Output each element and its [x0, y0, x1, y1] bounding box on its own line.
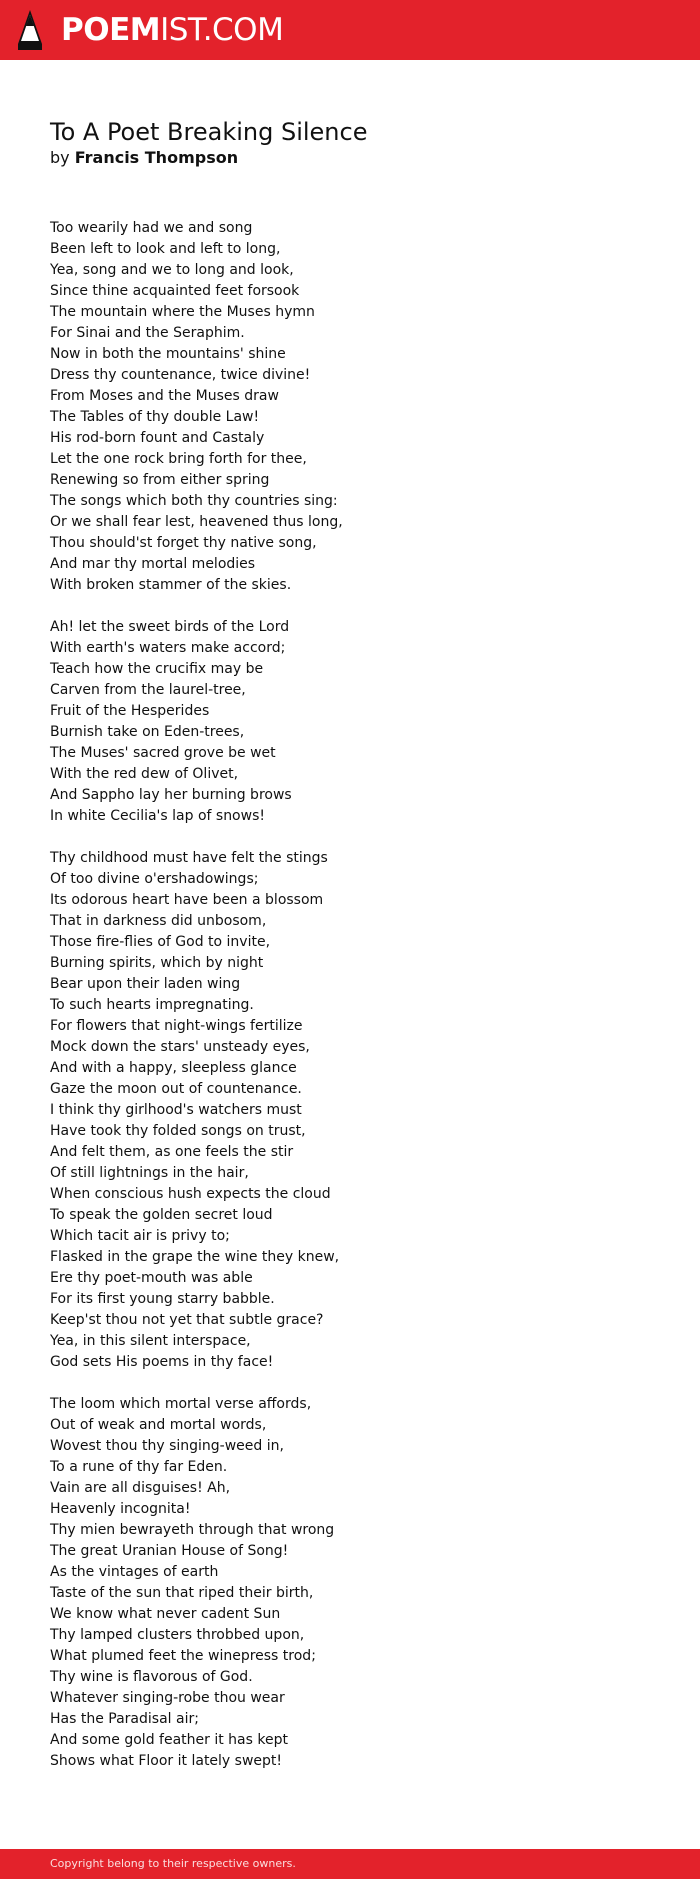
poem-line: Or we shall fear lest, heavened thus long, [50, 514, 343, 530]
poem-line: Yea, song and we to long and look, [50, 262, 294, 278]
poem-line: The great Uranian House of Song! [50, 1543, 289, 1559]
poem-line: Burning spirits, which by night [50, 955, 264, 971]
poem-line: The mountain where the Muses hymn [50, 304, 315, 320]
poem-line: Thy mien bewrayeth through that wrong [50, 1522, 335, 1538]
poem-line: What plumed feet the winepress trod; [50, 1648, 316, 1664]
copyright-text: Copyright belong to their respective owners. [50, 1857, 296, 1870]
poem-line: Now in both the mountains' shine [50, 346, 286, 362]
poem-line: From Moses and the Muses draw [50, 388, 279, 404]
poem-line: And mar thy mortal melodies [50, 556, 256, 572]
poem-line: For Sinai and the Seraphim. [50, 325, 245, 341]
poem-line: His rod-born fount and Castaly [50, 430, 265, 446]
poem-line: Thy lamped clusters throbbed upon, [50, 1627, 305, 1643]
pen-nib-icon [16, 9, 44, 51]
poem-line: And Sappho lay her burning brows [50, 787, 292, 803]
poem-line: To speak the golden secret loud [50, 1207, 273, 1223]
poem-line: Vain are all disguises! Ah, [50, 1480, 231, 1496]
poem-line: God sets His poems in thy face! [50, 1354, 274, 1370]
poem-line: Dress thy countenance, twice divine! [50, 367, 311, 383]
poem-line: Thy childhood must have felt the stings [50, 850, 328, 866]
poem-line: Keep'st thou not yet that subtle grace? [50, 1312, 324, 1328]
poem-line: That in darkness did unbosom, [50, 913, 267, 929]
poem-line: When conscious hush expects the cloud [50, 1186, 331, 1202]
poem-line: With broken stammer of the skies. [50, 577, 292, 593]
poem-line: Its odorous heart have been a blossom [50, 892, 324, 908]
site-footer [0, 1849, 700, 1879]
poem-line: Yea, in this silent interspace, [50, 1333, 251, 1349]
poem-line: Mock down the stars' unsteady eyes, [50, 1039, 310, 1055]
poem-line: Ere thy poet-mouth was able [50, 1270, 253, 1286]
poem-line: Let the one rock bring forth for thee, [50, 451, 307, 467]
poem-line: Too wearily had we and song [50, 220, 253, 236]
poem-line: I think thy girlhood's watchers must [50, 1102, 302, 1118]
poem-line: Thy wine is flavorous of God. [50, 1669, 253, 1685]
poem-line: Whatever singing-robe thou wear [50, 1690, 285, 1706]
poem-line: Flasked in the grape the wine they knew, [50, 1249, 340, 1265]
poem-line: In white Cecilia's lap of snows! [50, 808, 265, 824]
poem-line: Fruit of the Hesperides [50, 703, 210, 719]
poem-line: Renewing so from either spring [50, 472, 270, 488]
poem-line: Has the Paradisal air; [50, 1711, 199, 1727]
poem-line: And some gold feather it has kept [50, 1732, 288, 1748]
poem-line: For its first young starry babble. [50, 1291, 275, 1307]
poem-line: Those fire-flies of God to invite, [50, 934, 271, 950]
poem-line: Been left to look and left to long, [50, 241, 281, 257]
poem-line: For flowers that night-wings fertilize [50, 1018, 303, 1034]
poem-line: Shows what Floor it lately swept! [50, 1753, 283, 1769]
poem-line: Carven from the laurel-tree, [50, 682, 246, 698]
poem-line: Of too divine o'ershadowings; [50, 871, 259, 887]
poem-line: Since thine acquainted feet forsook [50, 283, 300, 299]
poem-line: Thou should'st forget thy native song, [50, 535, 317, 551]
poem-line: The songs which both thy countries sing: [50, 493, 338, 509]
by-label: by [50, 148, 70, 167]
poem-line: Taste of the sun that riped their birth, [50, 1585, 314, 1601]
poem-line: Bear upon their laden wing [50, 976, 241, 992]
poem-line: Ah! let the sweet birds of the Lord [50, 619, 290, 635]
poem-line: Teach how the crucifix may be [50, 661, 264, 677]
poem-line: With earth's waters make accord; [50, 640, 286, 656]
poem-line: To such hearts impregnating. [50, 997, 254, 1013]
poem-line: We know what never cadent Sun [50, 1606, 281, 1622]
poem-line: And with a happy, sleepless glance [50, 1060, 297, 1076]
stanza [50, 218, 650, 596]
poem-line: Burnish take on Eden-trees, [50, 724, 245, 740]
byline [50, 147, 238, 169]
poem-line: Gaze the moon out of countenance. [50, 1081, 302, 1097]
poem-line: To a rune of thy far Eden. [50, 1459, 228, 1475]
poem-line: Heavenly incognita! [50, 1501, 191, 1517]
logo-bold-text: POEM [61, 12, 161, 48]
author-name: Francis Thompson [74, 148, 239, 167]
poem-body [50, 218, 650, 1793]
site-header [0, 0, 700, 60]
stanza [50, 1394, 650, 1772]
poem-line: And felt them, as one feels the stir [50, 1144, 294, 1160]
site-logo-text [61, 12, 283, 48]
poem-line: As the vintages of earth [50, 1564, 219, 1580]
poem-title: To A Poet Breaking Silence [50, 118, 368, 146]
logo-light-text: IST.COM [160, 12, 284, 48]
poem-line: The Muses' sacred grove be wet [50, 745, 276, 761]
poem-line: Have took thy folded songs on trust, [50, 1123, 306, 1139]
poem-line: The Tables of thy double Law! [50, 409, 260, 425]
poem-line: Wovest thou thy singing-weed in, [50, 1438, 284, 1454]
poem-line: With the red dew of Olivet, [50, 766, 239, 782]
poem-line: The loom which mortal verse affords, [50, 1396, 312, 1412]
poem-line: Which tacit air is privy to; [50, 1228, 230, 1244]
poem-line: Out of weak and mortal words, [50, 1417, 267, 1433]
poem-line: Of still lightnings in the hair, [50, 1165, 249, 1181]
stanza [50, 848, 650, 1373]
stanza [50, 617, 650, 827]
